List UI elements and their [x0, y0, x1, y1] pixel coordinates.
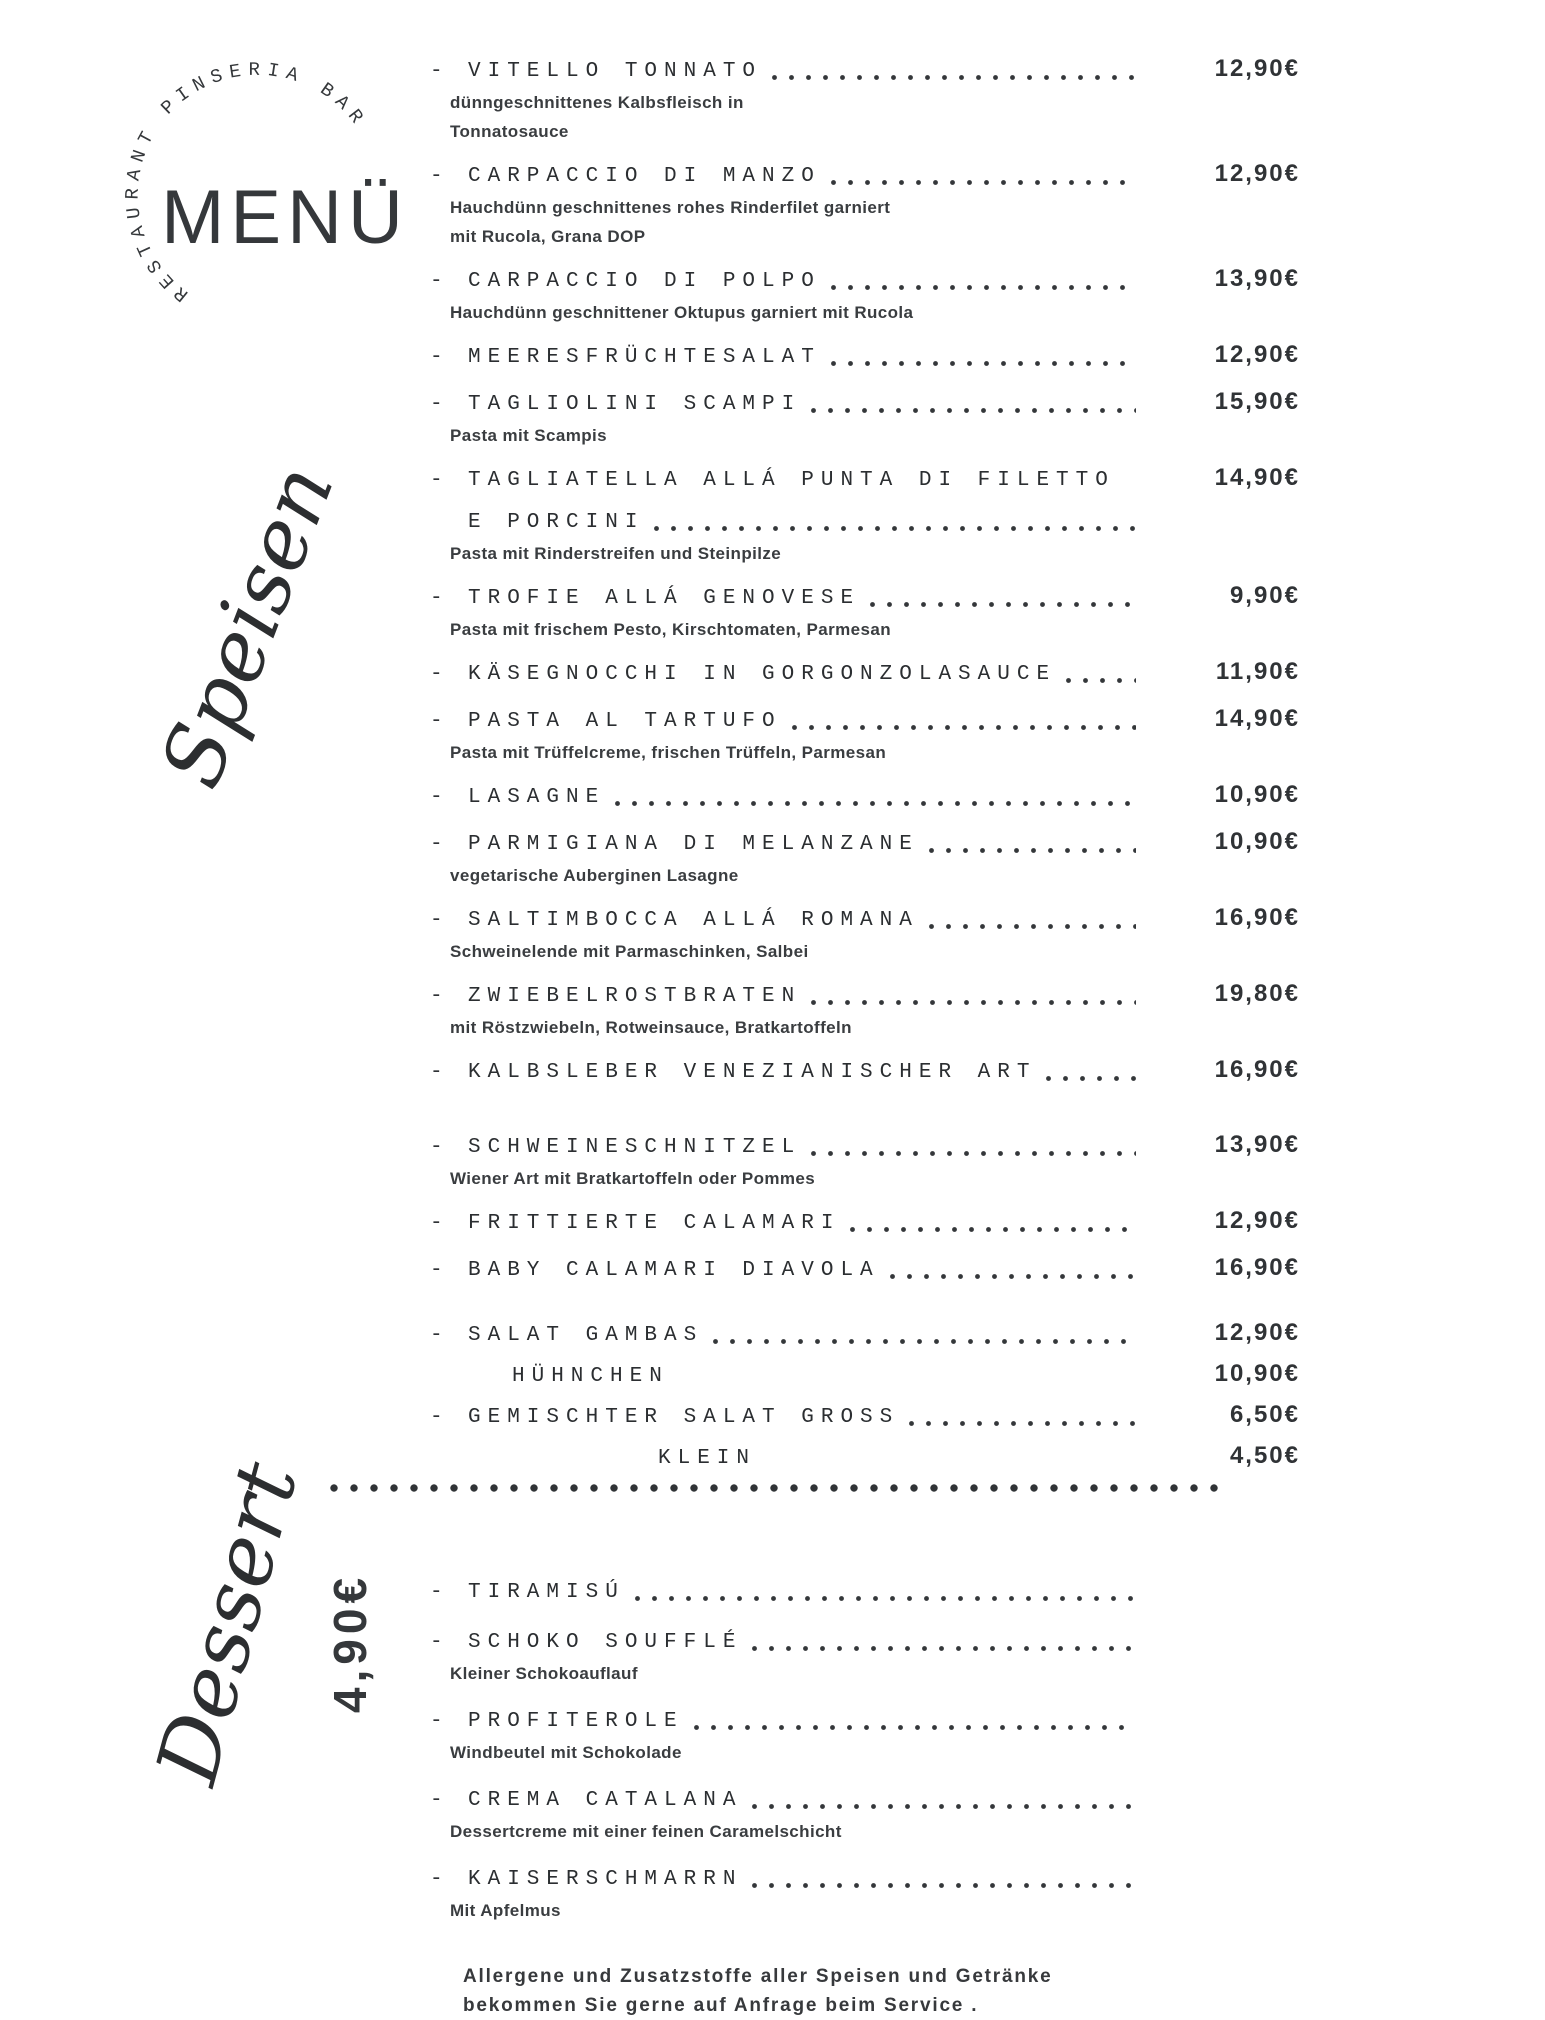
item-price: 15,90€: [1214, 388, 1300, 415]
item-description: Kleiner Schokoauflauf: [450, 1664, 638, 1683]
menu-item-row: [430, 1788, 1300, 1814]
menu-item: [430, 1255, 1300, 1284]
menu-item-row: [430, 1320, 1300, 1349]
dot-leader: [909, 1421, 1136, 1426]
item-dash: -: [430, 270, 443, 293]
item-dash: -: [430, 60, 443, 83]
item-dash: -: [430, 1581, 443, 1604]
menu-item: [430, 389, 1300, 447]
dot-leader: [1125, 484, 1136, 489]
item-name: BABY CALAMARI DIAVOLA: [468, 1259, 880, 1282]
item-name: FRITTIERTE CALAMARI: [468, 1212, 841, 1235]
item-name: ZWIEBELROSTBRATEN: [468, 985, 802, 1008]
menu-title: MENÜ: [161, 175, 409, 260]
menu-item-row: [430, 782, 1300, 811]
item-price: 12,90€: [1214, 55, 1300, 82]
menu-item: [430, 829, 1300, 887]
item-price: 19,80€: [1214, 980, 1300, 1007]
item-description: Mit Apfelmus: [450, 1901, 561, 1920]
menu-item: [430, 1443, 1300, 1472]
item-name: KÄSEGNOCCHI IN GORGONZOLASAUCE: [468, 663, 1057, 686]
item-dash: -: [430, 663, 443, 686]
dot-leader: [850, 1227, 1136, 1232]
item-price: 12,90€: [1214, 1207, 1300, 1234]
dot-leader: [792, 725, 1136, 730]
menu-item-row: [430, 56, 1300, 85]
menu-item: [430, 1580, 1300, 1606]
item-dash: -: [430, 1868, 443, 1891]
item-price: 12,90€: [1214, 1319, 1300, 1346]
menu-item: [430, 56, 1300, 143]
item-description: Pasta mit Scampis: [450, 426, 608, 445]
item-name: KAISERSCHMARRN: [468, 1868, 743, 1891]
item-name: HÜHNCHEN: [512, 1365, 669, 1388]
item-name: CARPACCIO DI MANZO: [468, 165, 821, 188]
dot-leader: [1046, 1076, 1136, 1081]
dot-leader: [831, 361, 1136, 366]
menu-item: [430, 1361, 1300, 1390]
item-dash: -: [430, 909, 443, 932]
item-name: TAGLIOLINI SCAMPI: [468, 393, 802, 416]
item-dash: -: [430, 1631, 443, 1654]
section-separator-dots: [330, 1484, 1230, 1492]
menu-item-row: [512, 1361, 1300, 1390]
item-description: vegetarische Auberginen Lasagne: [450, 866, 739, 885]
item-price: 11,90€: [1215, 658, 1300, 685]
dot-leader: [772, 75, 1136, 80]
item-price: 12,90€: [1214, 160, 1300, 187]
dot-leader: [766, 1462, 1136, 1467]
item-dash: -: [430, 165, 443, 188]
dot-leader: [654, 526, 1136, 531]
menu-item-row: [430, 583, 1300, 612]
menu-item: [430, 266, 1300, 324]
menu-item-row: [430, 1208, 1300, 1237]
item-name: SALTIMBOCCA ALLÁ ROMANA: [468, 909, 919, 932]
menu-item-row: [430, 981, 1300, 1010]
item-dash: -: [430, 1324, 443, 1347]
item-name: PARMIGIANA DI MELANZANE: [468, 833, 919, 856]
item-price: 9,90€: [1229, 582, 1300, 609]
item-name: E PORCINI: [468, 511, 645, 534]
menu-item: [430, 465, 1300, 494]
menu-item: [430, 342, 1300, 371]
item-price: 16,90€: [1214, 904, 1300, 931]
menu-item-row: [430, 389, 1300, 418]
item-dash: -: [430, 469, 443, 492]
item-description: Schweinelende mit Parmaschinken, Salbei: [450, 942, 809, 961]
menu-item: [430, 1402, 1300, 1431]
item-description: Wiener Art mit Bratkartoffeln oder Pommes: [450, 1169, 816, 1188]
dot-leader: [752, 1804, 1136, 1809]
allergen-note-line1: Allergene und Zusatzstoffe aller Speisen und Getränke: [463, 1966, 1053, 1987]
item-dash: -: [430, 1061, 443, 1084]
item-name: TAGLIATELLA ALLÁ PUNTA DI FILETTO: [468, 469, 1115, 492]
menu-item: [430, 1320, 1300, 1349]
item-name: PASTA AL TARTUFO: [468, 710, 782, 733]
menu-item-row: [430, 905, 1300, 934]
dot-leader: [929, 848, 1136, 853]
menu-item-row: [658, 1443, 1300, 1472]
item-description: Tonnatosauce: [450, 122, 569, 141]
menu-item-row: [430, 266, 1300, 295]
dot-leader: [831, 285, 1136, 290]
speisen-item-list: [430, 56, 1300, 1472]
item-dash: -: [430, 1710, 443, 1733]
menu-item: [430, 1630, 1300, 1685]
item-description: Dessertcreme mit einer feinen Caramelschicht: [450, 1822, 842, 1841]
item-name: KALBSLEBER VENEZIANISCHER ART: [468, 1061, 1037, 1084]
item-price: 13,90€: [1214, 265, 1300, 292]
menu-item: [430, 981, 1300, 1039]
dot-leader: [870, 602, 1136, 607]
dot-leader: [713, 1339, 1136, 1344]
item-dash: -: [430, 1212, 443, 1235]
item-name: TROFIE ALLÁ GENOVESE: [468, 587, 861, 610]
speisen-section-label: Speisen: [141, 452, 353, 800]
item-name: GEMISCHTER SALAT GROSS: [468, 1406, 900, 1429]
item-dash: -: [430, 710, 443, 733]
menu-item: [430, 510, 1300, 565]
menu-item: [430, 1057, 1300, 1086]
menu-item: [430, 1788, 1300, 1843]
item-price: 16,90€: [1214, 1056, 1300, 1083]
dot-leader: [752, 1646, 1136, 1651]
item-price: 13,90€: [1214, 1131, 1300, 1158]
dessert-price-label: 4,90€: [324, 1572, 376, 1714]
item-name: MEERESFRÜCHTESALAT: [468, 346, 821, 369]
allergen-note-line2: bekommen Sie gerne auf Anfrage beim Service .: [463, 1995, 979, 2016]
menu-item-row: [430, 1402, 1300, 1431]
menu-item-row: [430, 706, 1300, 735]
item-description: Hauchdünn geschnittenes rohes Rinderfilet garniert: [450, 198, 891, 217]
menu-item-row: [430, 342, 1300, 371]
menu-item-row: [430, 510, 1300, 536]
item-description: Hauchdünn geschnittener Oktupus garniert mit Rucola: [450, 303, 914, 322]
dot-leader: [679, 1380, 1136, 1385]
restaurant-logo: [85, 40, 435, 340]
dessert-section-label: Dessert: [137, 1452, 317, 1794]
menu-item-row: [430, 1709, 1300, 1735]
item-price: 6,50€: [1229, 1401, 1300, 1428]
menu-item: [430, 583, 1300, 641]
item-price: 14,90€: [1214, 705, 1300, 732]
item-price: 16,90€: [1214, 1254, 1300, 1281]
dot-leader: [929, 924, 1136, 929]
menu-item-row: [430, 1255, 1300, 1284]
item-price: 10,90€: [1214, 781, 1300, 808]
item-dash: -: [430, 1406, 443, 1429]
logo-circle-text: RESTAURANT PINSERIA BAR: [121, 58, 372, 307]
item-description: Windbeutel mit Schokolade: [450, 1743, 682, 1762]
menu-item: [430, 1709, 1300, 1764]
item-dash: -: [430, 1789, 443, 1812]
menu-item: [430, 706, 1300, 764]
item-price: 10,90€: [1214, 828, 1300, 855]
menu-item-row: [430, 465, 1300, 494]
dessert-item-list: [430, 1580, 1300, 1922]
item-price: 10,90€: [1214, 1360, 1300, 1387]
item-dash: -: [430, 833, 443, 856]
item-name: KLEIN: [658, 1447, 757, 1470]
item-name: PROFITEROLE: [468, 1710, 684, 1733]
item-name: SALAT GAMBAS: [468, 1324, 704, 1347]
menu-item: [430, 782, 1300, 811]
item-description: mit Rucola, Grana DOP: [450, 227, 646, 246]
item-price: 12,90€: [1214, 341, 1300, 368]
dot-leader: [694, 1725, 1136, 1730]
item-name: VITELLO TONNATO: [468, 60, 763, 83]
item-description: Pasta mit frischem Pesto, Kirschtomaten, Parmesan: [450, 620, 891, 639]
dot-leader: [615, 801, 1136, 806]
item-description: dünngeschnittenes Kalbsfleisch in: [450, 93, 744, 112]
dot-leader: [831, 180, 1136, 185]
allergen-note: [463, 1962, 1300, 2020]
item-description: Pasta mit Rinderstreifen und Steinpilze: [450, 544, 782, 563]
menu-item: [430, 905, 1300, 963]
menu-item-row: [430, 1580, 1300, 1606]
item-name: TIRAMISÚ: [468, 1581, 625, 1604]
item-price: 4,50€: [1229, 1442, 1300, 1469]
menu-item-row: [430, 1630, 1300, 1656]
item-dash: -: [430, 786, 443, 809]
dot-leader: [890, 1274, 1136, 1279]
menu-item-row: [430, 1132, 1300, 1161]
menu-item: [430, 1208, 1300, 1237]
item-description: mit Röstzwiebeln, Rotweinsauce, Bratkartoffeln: [450, 1018, 852, 1037]
item-dash: -: [430, 393, 443, 416]
item-name: LASAGNE: [468, 786, 606, 809]
dot-leader: [752, 1883, 1136, 1888]
menu-item: [430, 659, 1300, 688]
item-dash: -: [430, 346, 443, 369]
menu-item: [430, 1867, 1300, 1922]
menu-item-row: [430, 1867, 1300, 1893]
menu-item-row: [430, 1057, 1300, 1086]
item-name: CREMA CATALANA: [468, 1789, 743, 1812]
dot-leader: [1066, 678, 1136, 683]
menu-item: [430, 161, 1300, 248]
dot-leader: [811, 1000, 1136, 1005]
item-dash: -: [430, 1259, 443, 1282]
item-name: CARPACCIO DI POLPO: [468, 270, 821, 293]
item-price: 14,90€: [1214, 464, 1300, 491]
menu-item-row: [430, 829, 1300, 858]
dot-leader: [811, 1151, 1136, 1156]
menu-item-row: [430, 659, 1300, 688]
item-name: SCHOKO SOUFFLÉ: [468, 1631, 743, 1654]
dot-leader: [811, 408, 1136, 413]
menu-content-column: [430, 56, 1300, 2020]
item-dash: -: [430, 587, 443, 610]
dot-leader: [635, 1596, 1136, 1601]
item-description: Pasta mit Trüffelcreme, frischen Trüffeln, Parmesan: [450, 743, 887, 762]
item-dash: -: [430, 985, 443, 1008]
item-name: SCHWEINESCHNITZEL: [468, 1136, 802, 1159]
item-dash: -: [430, 1136, 443, 1159]
menu-item-row: [430, 161, 1300, 190]
menu-item: [430, 1132, 1300, 1190]
